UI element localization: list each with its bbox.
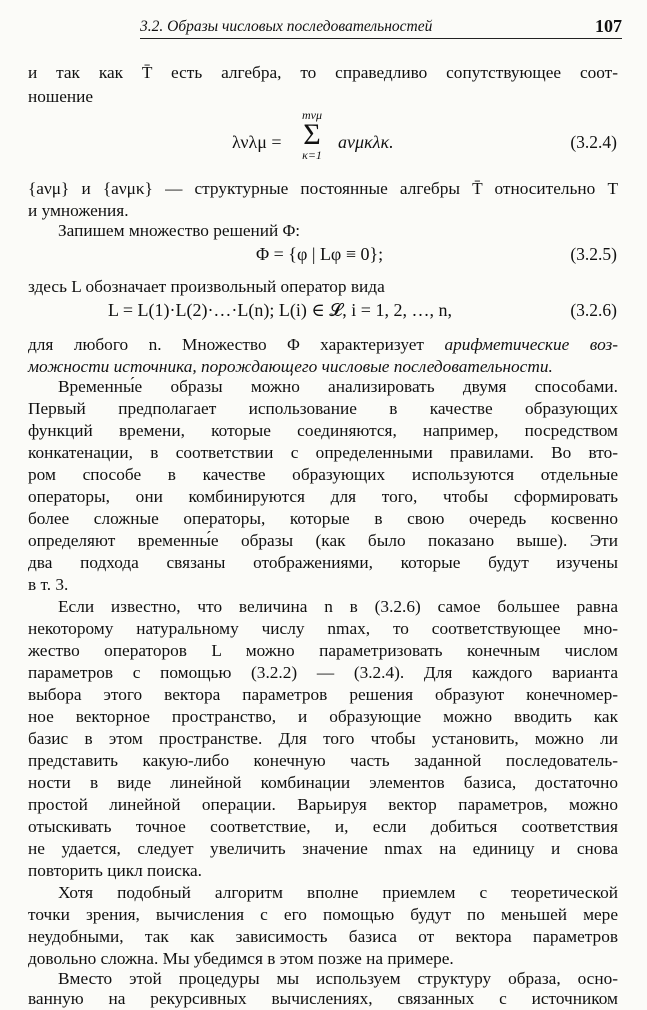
text-line: Запишем множество решений Φ: xyxy=(58,221,301,240)
sum-lower-limit: κ=1 xyxy=(302,148,322,162)
text-line: два подхода связаны отображениями, которые будут изучены xyxy=(28,553,618,572)
text-line: {aνμ} и {aνμκ} — структурные постоянные алгебры T̄ относительно T xyxy=(28,179,618,198)
text-line: Первый предполагает использование в качестве образующих xyxy=(28,399,618,418)
text-line: определяют временны́е образы (как было показано выше). Эти xyxy=(28,531,618,550)
text-line: конкатенации, в соответствии с определенными правилами. Во вто- xyxy=(28,443,618,462)
text-line: ванную на рекурсивных вычислениях, связанных с источником xyxy=(28,989,618,1008)
page-number: 107 xyxy=(595,16,622,36)
text-line: Хотя подобный алгоритм вполне приемлем с теоретической xyxy=(58,883,618,902)
text-line: выбора этого вектора параметров решения образуют конечномер- xyxy=(28,685,618,704)
text-line: представить какую-либо конечную часть заданной последователь- xyxy=(28,751,618,770)
text-line: ности в виде линейной комбинации элементов базиса, достаточно xyxy=(28,773,618,792)
text-line: ром способе в качестве образующих используются отдельные xyxy=(28,465,618,484)
equation-number: (3.2.6) xyxy=(570,300,617,320)
sum-upper-limit: mνμ xyxy=(301,108,322,122)
equation-number: (3.2.4) xyxy=(570,132,617,152)
section-title: 3.2. Образы числовых последовательностей xyxy=(140,18,433,35)
text-line: функций времени, которые соединяются, например, посредством xyxy=(28,421,618,440)
text-line: отыскивать точное соответствие, и, если добиться соответствия xyxy=(28,817,618,836)
text-line: базис в этом пространстве. Для того чтобы установить, можно ли xyxy=(28,729,618,748)
summation-operator xyxy=(292,108,332,162)
text-line: здесь L обозначает произвольный оператор вида xyxy=(28,277,385,296)
text-line: в т. 3. xyxy=(28,575,69,594)
text-line: можности источника, порождающего числовые последовательности. xyxy=(28,357,553,376)
text-line: некоторому натуральному числу nmax, то соответствующее мно- xyxy=(28,619,618,638)
sigma-symbol: Σ xyxy=(303,118,321,151)
running-header xyxy=(140,16,622,39)
text-line: Временны́е образы можно анализировать двумя способами. xyxy=(58,377,618,396)
text-line: не удается, следует увеличить значение nmax на единицу и снова xyxy=(28,839,618,858)
text-line: ношение xyxy=(28,87,94,106)
equation: L = L(1)·L(2)·…·L(n); L(i) ∈ 𝓛, i = 1, 2, …, n, xyxy=(108,300,452,320)
text-line: неудобными, так как зависимость базиса от вектора параметров xyxy=(28,927,618,946)
text-line: и так как T̄ есть алгебра, то справедливо сопутствующее соот- xyxy=(28,63,618,82)
text-line: параметров с помощью (3.2.2) — (3.2.4). Для каждого варианта xyxy=(28,663,618,682)
text-line: повторить цикл поиска. xyxy=(28,861,202,880)
text-line: более сложные операторы, которые в свою очередь косвенно xyxy=(28,509,618,528)
text-line: Если известно, что величина n в (3.2.6) самое большее равна xyxy=(58,597,618,616)
text-line: жество операторов L можно параметризовать конечным числом xyxy=(28,641,618,660)
text-line: ное векторное пространство, и образующие можно вводить как xyxy=(28,707,618,726)
text-line: довольно сложна. Мы убедимся в этом позже на примере. xyxy=(28,949,454,968)
equation-rhs: aνμκλκ. xyxy=(338,132,394,152)
text-line: простой линейной операции. Варьируя вектор параметров, можно xyxy=(28,795,618,814)
equation-lhs: λνλμ = xyxy=(232,132,282,152)
text-line xyxy=(28,334,618,356)
emphasis-span: арифметические воз- xyxy=(444,335,618,354)
text-line: операторы, они комбинируются для того, чтобы сформировать xyxy=(28,487,618,506)
text-line: Вместо этой процедуры мы используем структуру образа, осно- xyxy=(58,969,618,988)
equation: Φ = {φ | Lφ ≡ 0}; xyxy=(256,244,384,264)
text-line: и умножения. xyxy=(28,201,129,220)
text-line: точки зрения, вычисления с его помощью будут по меньшей мере xyxy=(28,905,618,924)
equation-number: (3.2.5) xyxy=(570,244,617,264)
text-span: для любого n. Множество Φ характеризует xyxy=(28,335,445,354)
